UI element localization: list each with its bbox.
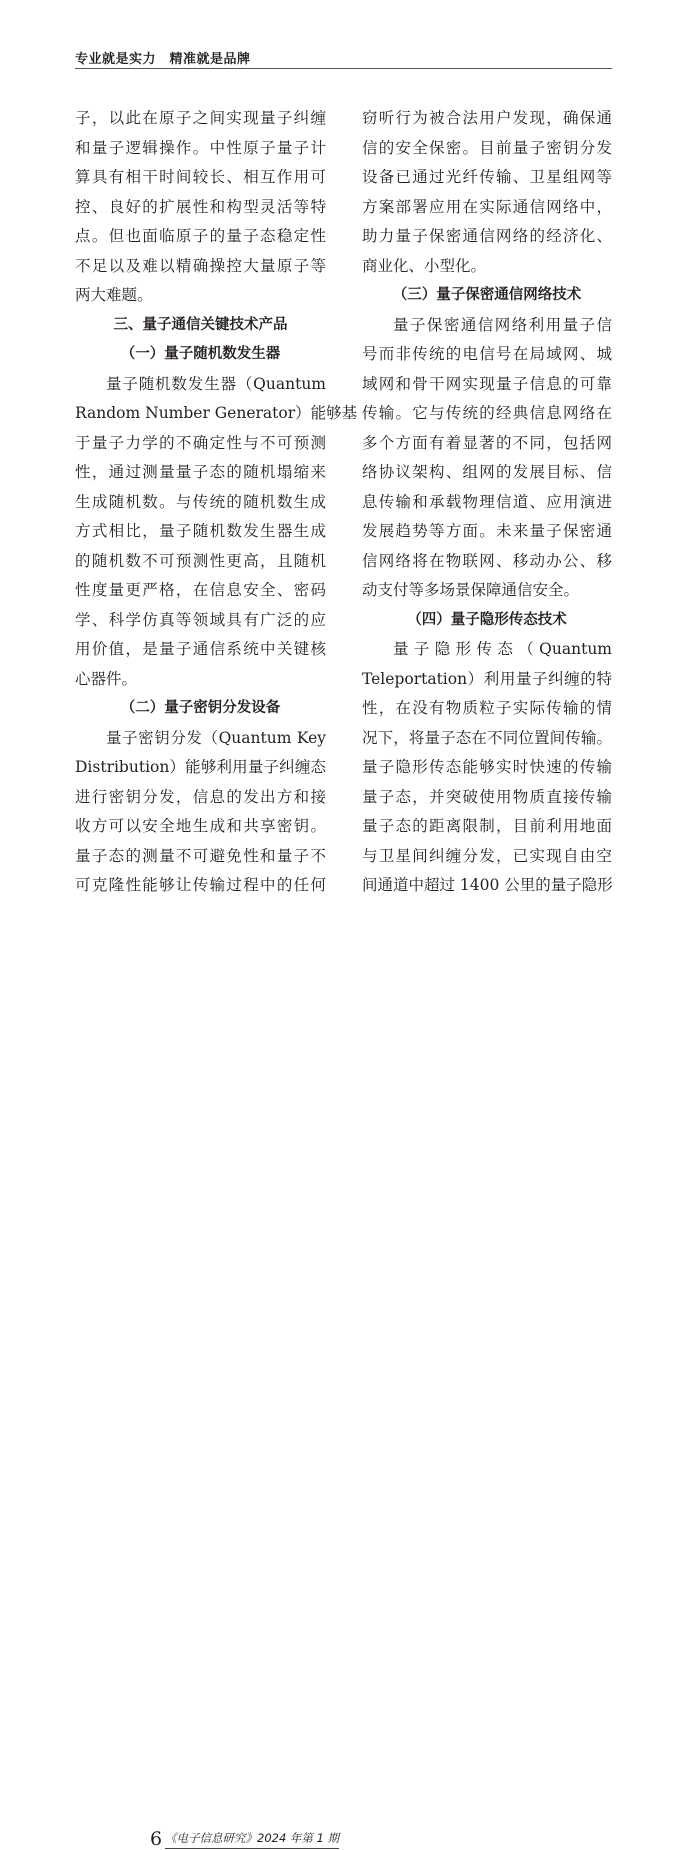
journal-citation: 《电子信息研究》2024 年第 1 期 — [165, 1830, 339, 1849]
text-line: 信的安全保密。目前量子密钥分发 — [362, 138, 612, 157]
text-line: 收方可以安全地生成和共享密钥。 — [75, 817, 326, 835]
section-heading: （一）量子随机数发生器 — [120, 346, 281, 362]
text-line: 况下，将量子态在不同位置间传输。 — [362, 728, 612, 747]
text-line: 量子态，并突破使用物质直接传输 — [362, 787, 612, 806]
text-line: 于量子力学的不确定性与不可预测 — [75, 433, 326, 452]
text-line: 性，通过测量量子态的随机塌缩来 — [75, 463, 326, 481]
text-line: 方式相比，量子随机数发生器生成 — [75, 522, 326, 540]
text-line: 络协议架构、组网的发展目标、信 — [362, 463, 612, 481]
text-line: 子，以此在原子之间实现量子纠缠 — [75, 109, 326, 127]
page-number: 6 — [150, 1828, 163, 1850]
text-line: 量子密钥分发（Quantum Key — [106, 728, 326, 747]
text-line: 性度量更严格，在信息安全、密码 — [75, 581, 326, 599]
text-line: 号而非传统的电信号在局域网、城 — [362, 345, 612, 363]
text-line: 窃听行为被合法用户发现，确保通 — [362, 109, 612, 127]
text-line: 进行密钥分发，信息的发出方和接 — [75, 787, 326, 806]
text-line: Distribution）能够利用量子纠缠态 — [75, 758, 326, 776]
section-heading: （三）量子保密通信网络技术 — [392, 287, 582, 303]
text-line: 算具有相干时间较长、相互作用可 — [75, 168, 326, 186]
text-line: 发展趋势等方面。未来量子保密通 — [362, 522, 612, 540]
text-line: 动支付等多场景保障通信安全。 — [362, 581, 580, 599]
text-line: 量子隐形传态能够实时快速的传输 — [362, 758, 612, 776]
text-line: 性，在没有物质粒子实际传输的情 — [362, 699, 612, 717]
text-line: 域网和骨干网实现量子信息的可靠 — [362, 374, 612, 393]
text-line: 不足以及难以精确操控大量原子等 — [75, 256, 326, 275]
text-line: 方案部署应用在实际通信网络中， — [362, 197, 612, 216]
running-header: 专业就是实力 精准就是品牌 — [75, 52, 251, 67]
text-line: 可克隆性能够让传输过程中的任何 — [75, 876, 326, 894]
section-heading: 三、量子通信关键技术产品 — [113, 316, 288, 333]
text-line: 商业化、小型化。 — [362, 256, 487, 275]
text-line: 两大难题。 — [75, 286, 153, 304]
text-line: 多个方面有着显著的不同，包括网 — [362, 433, 612, 452]
text-line: 息传输和承载物理信道、应用演进 — [362, 492, 612, 511]
text-line: 信网络将在物联网、移动办公、移 — [362, 551, 612, 570]
text-line: 心器件。 — [75, 669, 138, 688]
right-column — [362, 104, 612, 901]
text-line: 的随机数不可预测性更高，且随机 — [75, 551, 326, 570]
text-line: 间通道中超过 1400 公里的量子隐形 — [362, 876, 613, 894]
text-line: 设备已通过光纤传输、卫星组网等 — [362, 168, 612, 186]
text-line: Random Number Generator）能够基 — [75, 404, 358, 422]
text-line: 学、科学仿真等领域具有广泛的应 — [75, 610, 326, 629]
text-line: 量子态的距离限制，目前利用地面 — [362, 817, 612, 835]
text-line: 点。但也面临原子的量子态稳定性 — [75, 227, 326, 245]
text-line: 用价值，是量子通信系统中关键核 — [75, 640, 326, 658]
text-line: 控、良好的扩展性和构型灵活等特 — [75, 197, 326, 216]
text-line: 和量子逻辑操作。中性原子量子计 — [75, 138, 326, 157]
text-line: 传输。它与传统的经典信息网络在 — [362, 404, 612, 422]
header-rule — [75, 68, 612, 69]
text-line: 量子随机数发生器（Quantum — [106, 374, 326, 393]
text-line: 量子保密通信网络利用量子信 — [393, 315, 612, 334]
section-heading: （四）量子隐形传态技术 — [407, 611, 567, 628]
text-line: 量子态的测量不可避免性和量子不 — [75, 846, 326, 865]
section-heading: （二）量子密钥分发设备 — [120, 700, 281, 716]
text-line: Teleportation）利用量子纠缠的特 — [362, 669, 612, 688]
left-column — [75, 104, 358, 901]
text-line: 助力量子保密通信网络的经济化、 — [362, 227, 612, 245]
text-line: 与卫星间纠缠分发，已实现自由空 — [362, 846, 612, 865]
text-line: 生成随机数。与传统的随机数生成 — [75, 492, 326, 511]
text-line: 量子隐形传态（Quantum — [393, 640, 612, 658]
